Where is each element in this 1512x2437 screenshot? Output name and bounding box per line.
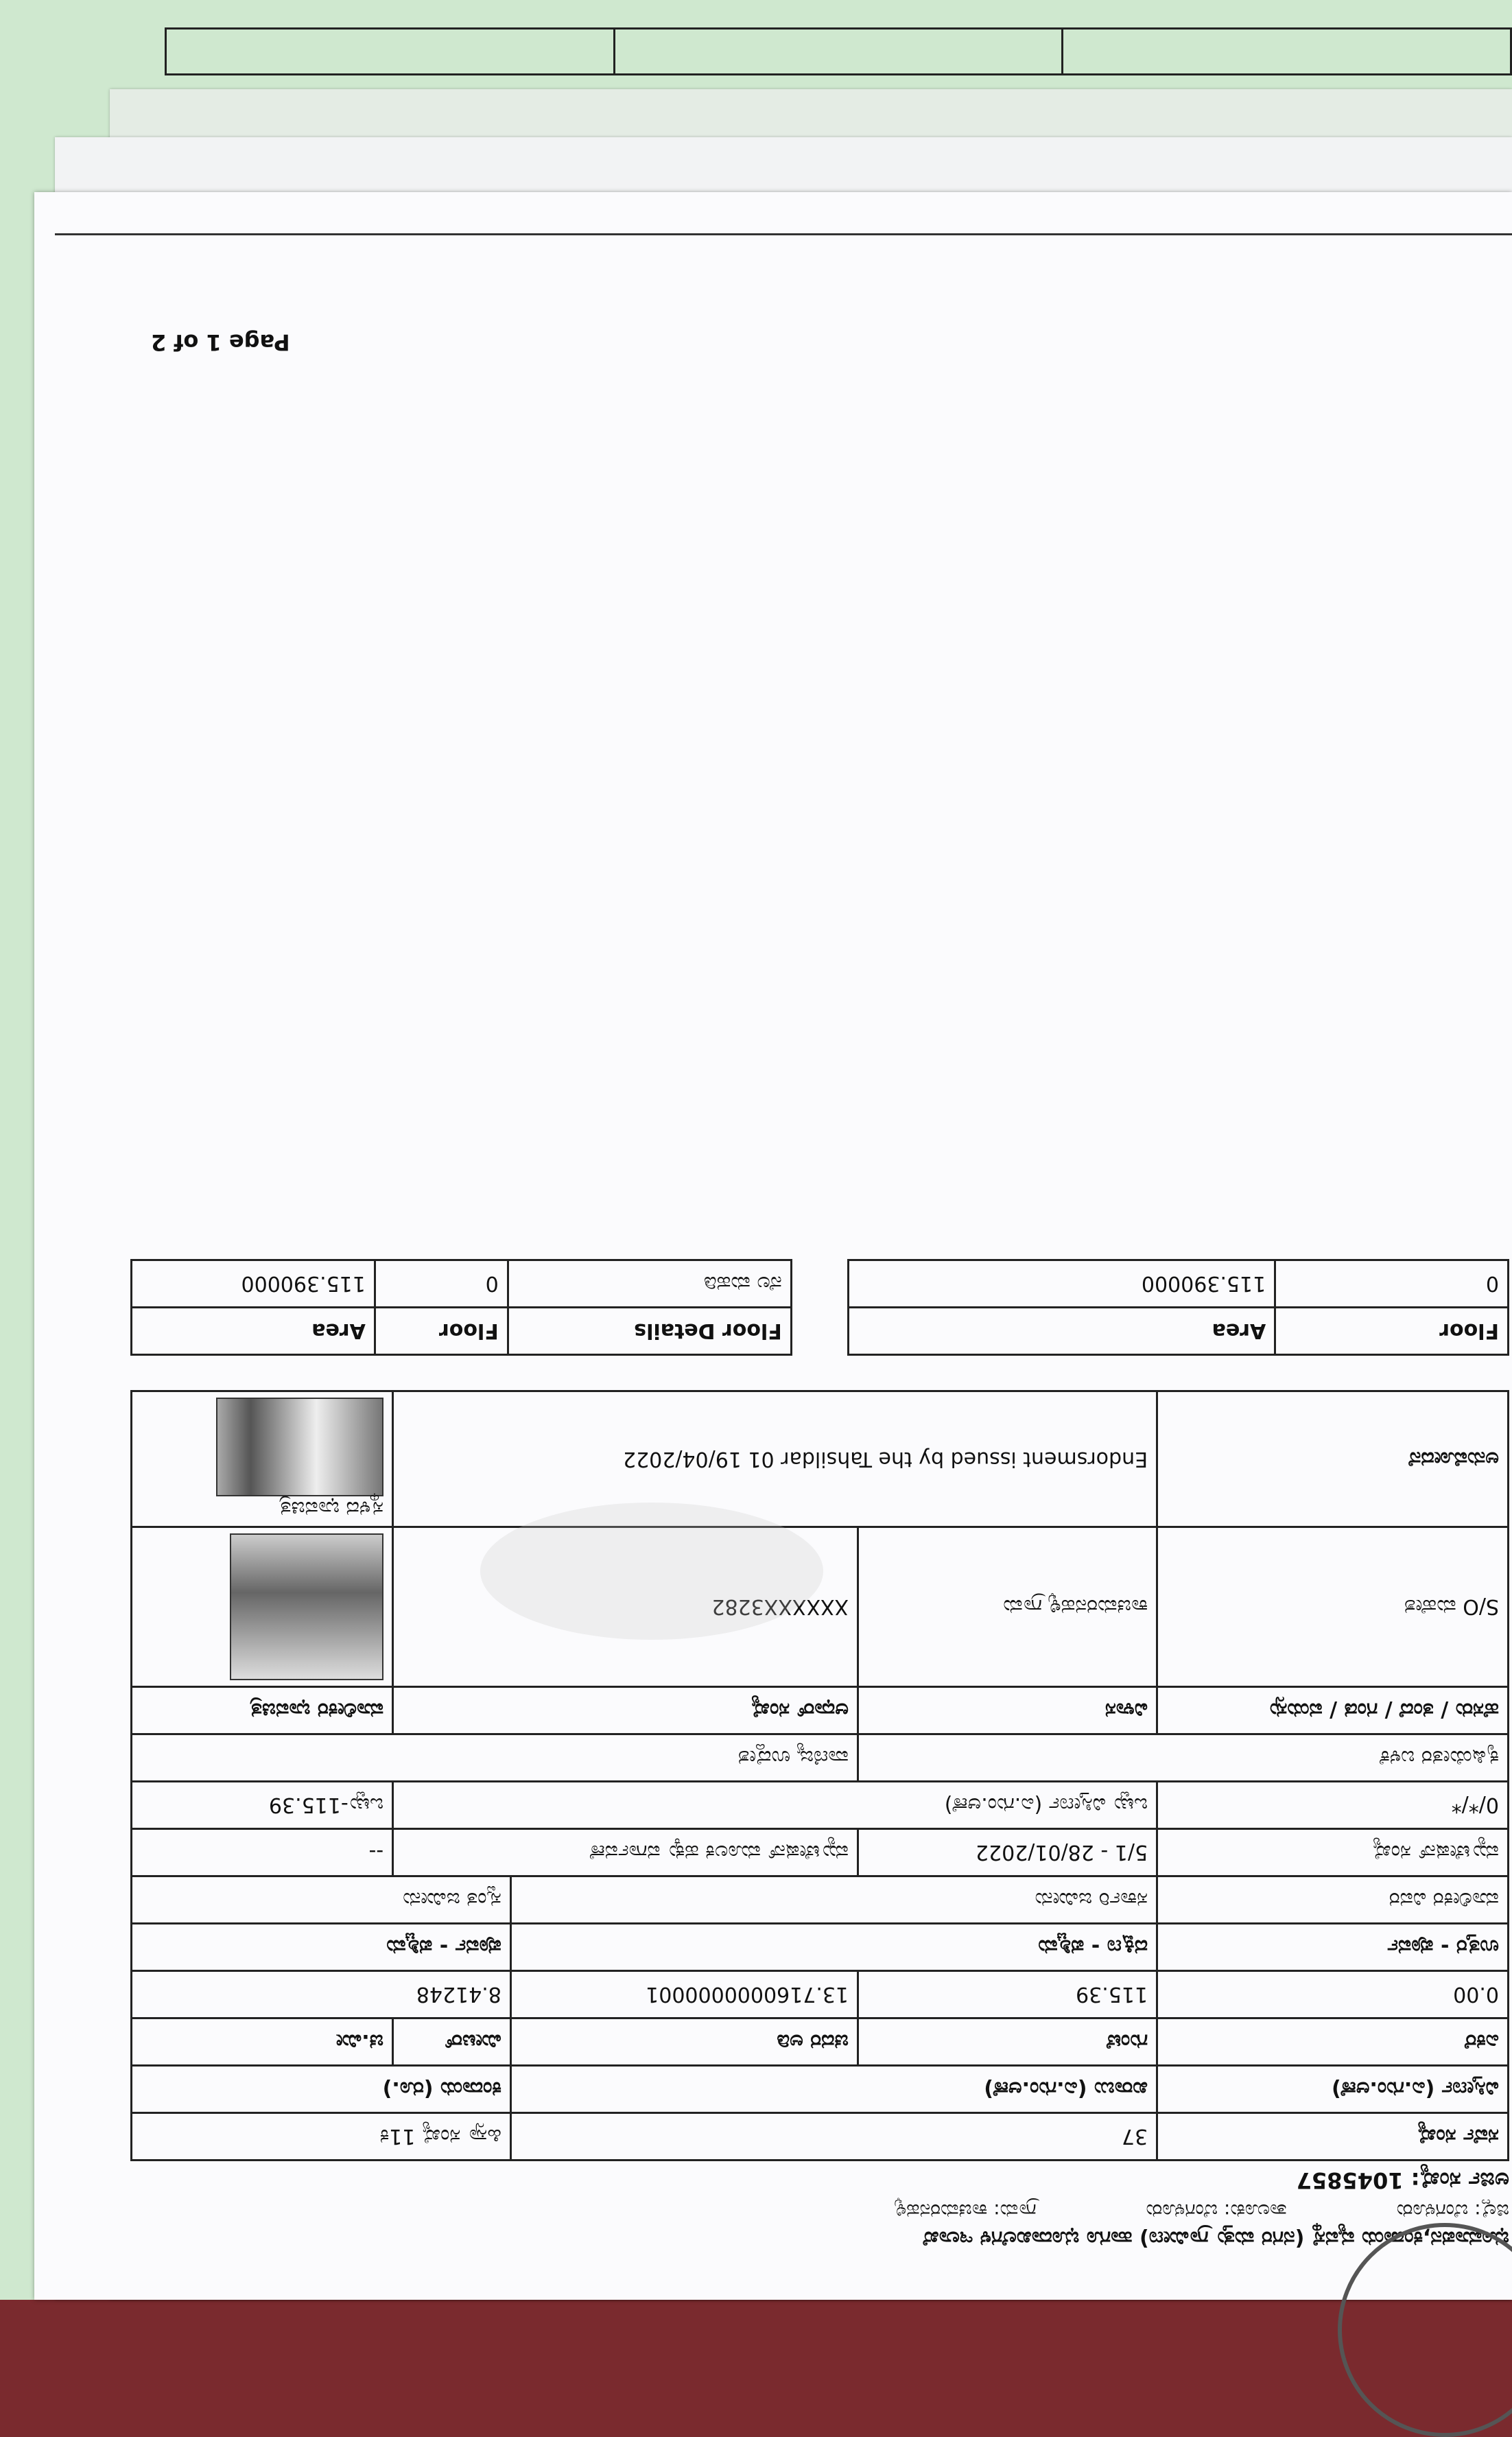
area-col: ಮೀಟರ್ (393, 2018, 511, 2066)
area-total-header: ವಿಸ್ತೀರ್ಣ (ಎ.ಗುಂ.ಆಣೆ) (1157, 2066, 1509, 2113)
area-value: 13.7160000000001 (510, 1971, 858, 2018)
table-row (132, 1876, 1509, 1924)
application-number: ಅರ್ಜಿ ಸಂಖ್ಯೆ: 1045857 (1296, 2167, 1509, 2193)
endorsement-photo-label: ಸ್ಥಳದ ಭಾವಚಿತ್ರ (279, 1496, 384, 1520)
owner-type: ಮಾಲೀಕರ ವಿವರ (1157, 1876, 1509, 1924)
boundary-north: ಉತ್ತರ - ಪೂರ್ವ (1157, 1924, 1509, 1971)
boundary-south: ದಕ್ಷಿಣ - ಪಶ್ಚಿಮ (510, 1924, 1157, 1971)
area-kharab-header: ಖರಾಬು (ಎ.ಗುಂ.ಆಣೆ) (510, 2066, 1157, 2113)
top-rule (55, 233, 1512, 235)
owner-type: ಸ್ವಂತ ಜಮೀನು (132, 1876, 511, 1924)
table-row (132, 1308, 792, 1355)
survey-label: ಸರ್ವೆ ಸಂಖ್ಯೆ (1157, 2113, 1509, 2161)
mutation-label: ಮ್ಯುಟೇಷನ್ ಸಂಖ್ಯೆ (1157, 1829, 1509, 1876)
boundary-east: ಪೂರ್ವ - ಪಶ್ಚಿಮ (132, 1924, 511, 1971)
front-page (34, 192, 1512, 2300)
floor-cell: ನೆಲ ಮಹಡಿ (508, 1260, 791, 1308)
endorsement-photo-cell (132, 1391, 393, 1527)
endorsement-text: Endorsment issued by the Tahsildar 01 19/04/2022 (393, 1391, 1157, 1527)
district-label: ಜಿಲ್ಲೆ: ಬೆಂಗಳೂರು (1396, 2200, 1509, 2222)
header-line: ಭೂಮಾಪನ,ಕಂದಾಯ ವ್ಯವಸ್ಥೆ (ನಗರ ಮತ್ತು ಗ್ರಾಮೀಣ) ಹಾಗೂ ಭೂದಾಖಲೆಗಳ ಇಲಾಖೆ (923, 2226, 1509, 2250)
owner-photo (230, 1533, 383, 1680)
purpose-cell: ವಾಣಿಜ್ಯ ಉದ್ದೇಶ (132, 1734, 858, 1782)
table-row (132, 1924, 1509, 1971)
area-col: ಗುಂಟೆ (858, 2018, 1157, 2066)
floor-tables (130, 1259, 1509, 1356)
table-row (132, 1260, 792, 1308)
floor-cell: 115.390000 (849, 1260, 1275, 1308)
rotated-document (130, 322, 1509, 2257)
table-row (849, 1260, 1509, 1308)
area-total-value: ಒಟ್ಟು-115.39 (132, 1782, 393, 1829)
area-total-label: 0/*/* (1157, 1782, 1509, 1829)
area-value: 0.00 (1157, 1971, 1509, 2018)
floor-header: Floor (375, 1308, 508, 1355)
floor-header: Area (849, 1308, 1275, 1355)
owner-header: ಮಾಲೀಕರ ಭಾವಚಿತ್ರ (132, 1687, 393, 1734)
floor-header: Area (132, 1308, 375, 1355)
table-row (132, 2113, 1509, 2161)
faded-watermark (480, 1503, 823, 1640)
village-label: ಗ್ರಾಮ: ಕಾಚಮರನಹಳ್ಳಿ (895, 2200, 1037, 2222)
owner-photo-cell (132, 1527, 393, 1687)
owner-header: ಹೆಸರು / ತಂದೆ / ಗಂಡ / ವಯಸ್ಸು (1157, 1687, 1509, 1734)
table-row (132, 1391, 1509, 1527)
location-meta (130, 2199, 1509, 2222)
owner-header: ವಿಳಾಸ (858, 1687, 1157, 1734)
floor-header: Floor (1275, 1308, 1509, 1355)
floor-cell: 0 (1275, 1260, 1509, 1308)
partial-table-edge (165, 27, 1512, 75)
table-row (132, 1829, 1509, 1876)
survey-extra: ಹಿಸ್ಸಾ ಸಂಖ್ಯೆ 11ಕ (132, 2113, 511, 2161)
floor-table-right (130, 1259, 792, 1356)
main-details-table (130, 1390, 1509, 2161)
endorsement-label: ಅನುಮೋದನೆ (1157, 1391, 1509, 1527)
owner-aadhaar: XXXXXX3282 (393, 1527, 858, 1687)
area-col: ಎಕರೆ (1157, 2018, 1509, 2066)
area-col: ಚ.ಮೀ (132, 2018, 393, 2066)
area-value: 115.39 (858, 1971, 1157, 2018)
mutation-value: 5/1 - 28/01/2022 (858, 1829, 1157, 1876)
table-row (849, 1308, 1509, 1355)
area-assessment-header: ಕಂದಾಯ (ರೂ.) (132, 2066, 511, 2113)
mutation-dash: -- (132, 1829, 393, 1876)
table-row (132, 1971, 1509, 2018)
floor-cell: 0 (375, 1260, 508, 1308)
owner-address: ಕಾಚಮರನಹಳ್ಳಿ ಗ್ರಾಮ (858, 1527, 1157, 1687)
area-total-desc: ಒಟ್ಟು ವಿಸ್ತೀರ್ಣ (ಎ.ಗುಂ.ಆಣೆ) (393, 1782, 1157, 1829)
taluk-label: ತಾಲೂಕು: ಬೆಂಗಳೂರು (1146, 2200, 1287, 2222)
table-row (132, 1734, 1509, 1782)
page-number: Page 1 of 2 (151, 329, 290, 355)
floor-cell: 115.390000 (132, 1260, 375, 1308)
table-row (132, 2018, 1509, 2066)
mutation-description: ಮ್ಯುಟೇಷನ್ ಮೂಲಕ ಹಕ್ಕು ವರ್ಗಾವಣೆ (393, 1829, 858, 1876)
table-row (132, 1527, 1509, 1687)
floor-header: Floor Details (508, 1308, 791, 1355)
owner-name: S/O ಮಹೇಶ (1157, 1527, 1509, 1687)
table-row (132, 1687, 1509, 1734)
area-value: 8.41248 (132, 1971, 511, 2018)
floor-table-left (847, 1259, 1509, 1356)
table-row (132, 2066, 1509, 2113)
table-row (132, 1782, 1509, 1829)
owner-type: ಸರ್ಕಾರಿ ಜಮೀನು (510, 1876, 1157, 1924)
survey-value: 37 (510, 2113, 1157, 2161)
purpose-cell: ಕೃಷಿಯೇತರ ಬಳಕೆ (858, 1734, 1509, 1782)
site-photo (216, 1398, 383, 1496)
area-col: ಚದರ ಅಡಿ (510, 2018, 858, 2066)
owner-header: ಆಧಾರ್ ಸಂಖ್ಯೆ (393, 1687, 858, 1734)
